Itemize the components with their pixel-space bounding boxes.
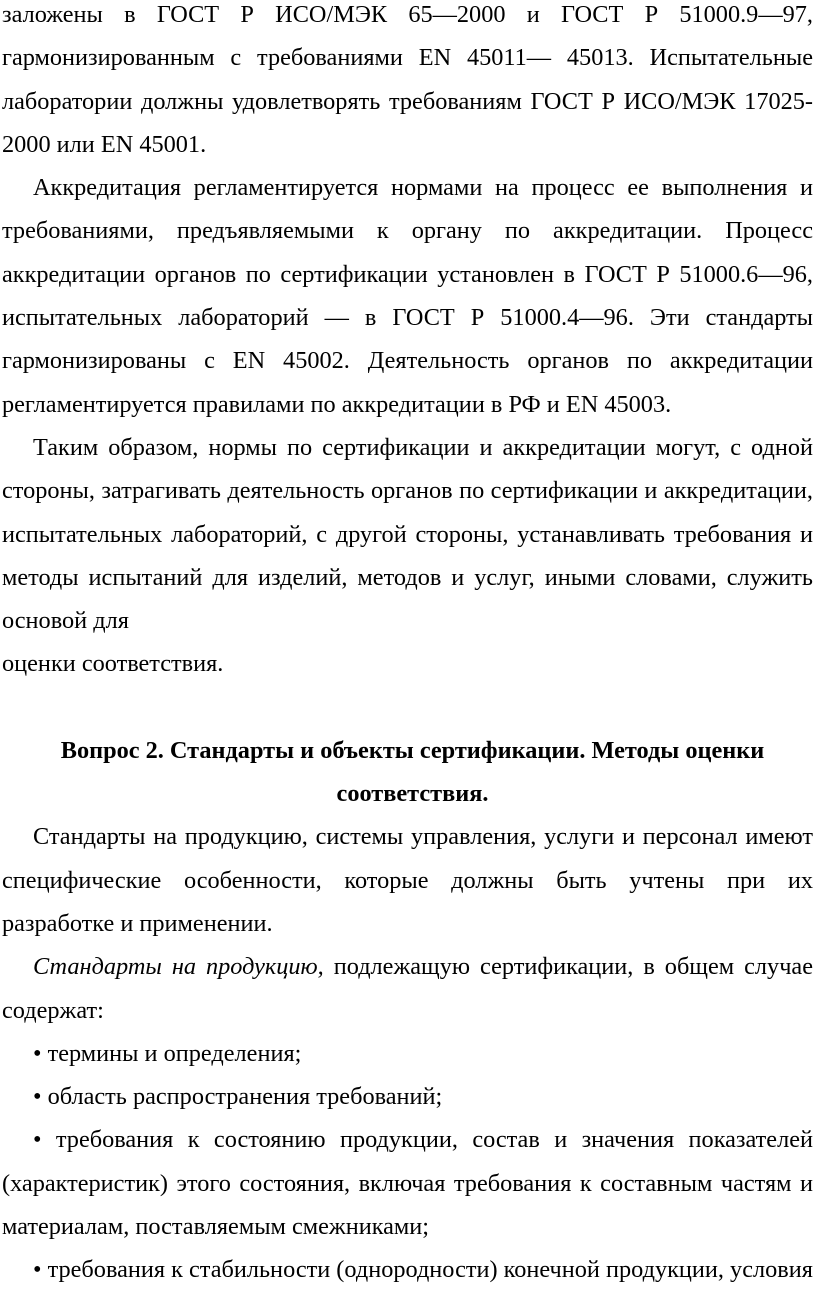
paragraph-product-standards	[2, 945, 813, 1032]
paragraph-summary-tail: оценки соответствия.	[2, 650, 224, 678]
bullet-item-state-requirements: • требования к состоянию продукции, состав и значения показателей (характеристик) этого состояния, включая требования к составным частям и материалам, поставляемым смежниками;	[2, 1126, 813, 1241]
paragraph-gost-references: заложены в ГОСТ Р ИСО/МЭК 65—2000 и ГОСТ Р 51000.9—97, гармонизированным с требованиями EN 45011— 45013. Испытательные лаборатории должны удовлетворять требованиям ГОСТ Р ИСО/МЭК 17025-2000 или EN 45001.	[2, 1, 813, 158]
italic-term: Стандарты на продукцию,	[33, 953, 324, 981]
bullet-item-scope: • область распространения требований;	[33, 1083, 443, 1111]
bullet-item-stability: • требования к стабильности (однородности) конечной продукции, условия	[33, 1256, 813, 1284]
paragraph-standards-intro: Стандарты на продукцию, системы управления, услуги и персонал имеют специфические особенности, которые должны быть учтены при их разработке и применении.	[2, 823, 813, 937]
paragraph-product-standards-rest: подлежащую сертификации, в общем случае содержат:	[2, 953, 813, 1024]
paragraph-summary: Таким образом, нормы по сертификации и аккредитации могут, с одной стороны, затрагивать деятельность органов по сертификации и аккредитации, испытательных лабораторий, с другой стороны, устанавливать требования и методы испытаний для изделий, методов и услуг, иными словами, служить основой для	[2, 433, 813, 635]
paragraph-accreditation: Аккредитация регламентируется нормами на процесс ее выполнения и требованиями, предъявляемыми к органу по аккредитации. Процесс аккредитации органов по сертификации установлен в ГОСТ Р 51000.6—96, испытательных лабораторий — в ГОСТ Р 51000.4—96. Эти стандарты гармонизированы с EN 45002. Деятельность органов по аккредитации регламентируется правилами по аккредитации в РФ и EN 45003.	[2, 174, 813, 418]
bullet-item-terms: • термины и определения;	[33, 1039, 302, 1067]
section-heading: Вопрос 2. Стандарты и объекты сертификации. Методы оценки соответствия.	[60, 736, 765, 808]
